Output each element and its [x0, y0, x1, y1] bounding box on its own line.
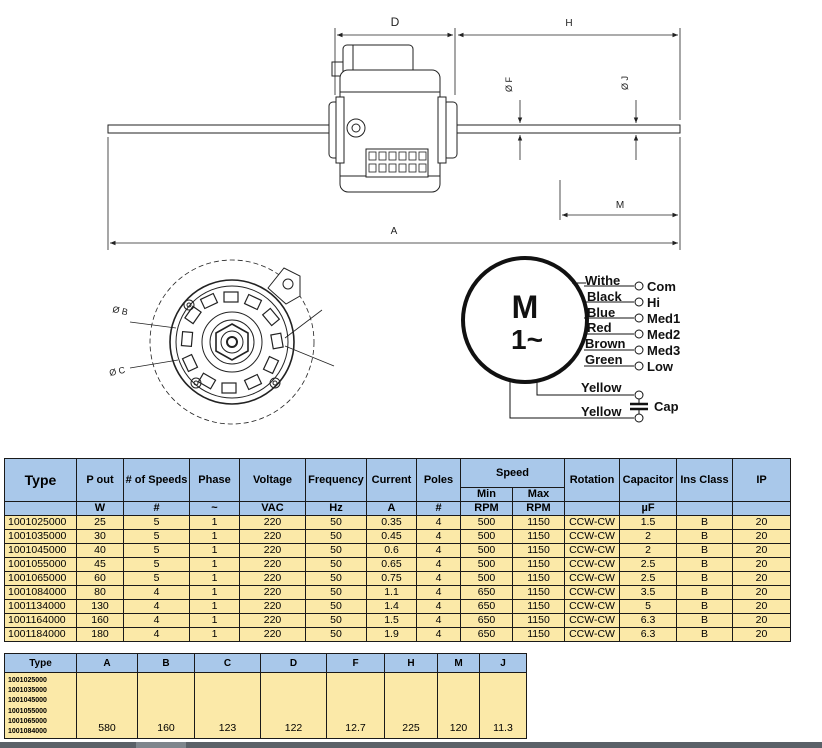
table-cell: 1 [190, 516, 240, 530]
header-ins-class: Ins Class [677, 459, 733, 502]
table-cell: 500 [461, 558, 513, 572]
dim-label-c: Ø C [108, 364, 127, 378]
header-poles: Poles [417, 459, 461, 502]
header-speed-min: Min [461, 488, 513, 502]
table-cell: 1150 [513, 628, 565, 642]
table-cell: 500 [461, 572, 513, 586]
dims-header-h: H [385, 654, 438, 673]
table-cell: 5 [124, 572, 190, 586]
spec-table [4, 458, 791, 642]
table-cell: B [677, 516, 733, 530]
table-cell: 0.65 [367, 558, 417, 572]
type-cell: 1001134000 [5, 600, 77, 614]
table-cell: 4 [417, 628, 461, 642]
dims-type: 1001025000 [8, 677, 47, 684]
table-cell: 20 [733, 628, 791, 642]
table-cell: 220 [240, 516, 306, 530]
table-cell: 5 [124, 530, 190, 544]
table-cell: 1 [190, 530, 240, 544]
dims-value-a: 580 [77, 673, 138, 739]
table-cell: CCW-CW [565, 572, 620, 586]
table-cell: 1150 [513, 614, 565, 628]
dim-label-m: M [615, 200, 625, 211]
table-row [5, 544, 791, 558]
table-cell: 4 [124, 628, 190, 642]
table-cell: 650 [461, 600, 513, 614]
header-voltage: Voltage [240, 459, 306, 502]
table-cell: 60 [77, 572, 124, 586]
table-cell: 2.5 [620, 558, 677, 572]
dims-type: 1001055000 [8, 707, 47, 715]
table-cell: 50 [306, 558, 367, 572]
motor-front-view [130, 260, 334, 424]
table-cell: 20 [733, 558, 791, 572]
dim-label-a: A [390, 226, 398, 237]
header-speed: Speed [461, 459, 565, 488]
terminal-med1: Med1 [647, 311, 681, 326]
terminal-med3: Med3 [647, 343, 681, 358]
table-cell: 220 [240, 628, 306, 642]
table-cell: 50 [306, 586, 367, 600]
dims-value-b: 160 [138, 673, 195, 739]
dim-label-b: Ø B [111, 304, 129, 318]
table-cell: 50 [306, 544, 367, 558]
dim-label-j: Ø J [620, 75, 630, 90]
table-cell: 5 [124, 558, 190, 572]
table-cell: 1150 [513, 586, 565, 600]
type-cell: 1001025000 [5, 516, 77, 530]
dim-label-f: Ø F [504, 77, 514, 92]
table-cell: 500 [461, 516, 513, 530]
table-cell: 6.3 [620, 614, 677, 628]
dims-header-f: F [327, 654, 385, 673]
dims-row [5, 673, 527, 739]
table-cell: 220 [240, 600, 306, 614]
unit-cell [733, 502, 791, 516]
horizontal-scrollbar[interactable] [0, 742, 822, 748]
table-cell: 0.35 [367, 516, 417, 530]
table-cell: 4 [124, 600, 190, 614]
table-row [5, 628, 791, 642]
type-cell: 1001084000 [5, 586, 77, 600]
table-cell: CCW-CW [565, 586, 620, 600]
table-cell: 650 [461, 628, 513, 642]
dims-header-m: M [438, 654, 480, 673]
type-cell: 1001035000 [5, 530, 77, 544]
type-cell: 1001164000 [5, 614, 77, 628]
dimensions-table [4, 653, 527, 739]
cap-label: Cap [654, 399, 679, 414]
dims-type: 1001084000 [8, 728, 47, 736]
type-cell: 1001065000 [5, 572, 77, 586]
table-cell: 5 [124, 544, 190, 558]
motor-side-view [108, 45, 680, 192]
table-cell: 1.9 [367, 628, 417, 642]
table-cell: 0.75 [367, 572, 417, 586]
table-cell: 5 [124, 516, 190, 530]
table-cell: 1 [190, 572, 240, 586]
header-speed-max: Max [513, 488, 565, 502]
dims-value-d: 122 [261, 673, 327, 739]
type-cell: 1001055000 [5, 558, 77, 572]
table-cell: 25 [77, 516, 124, 530]
unit-cell: # [417, 502, 461, 516]
table-cell: 1 [190, 544, 240, 558]
scrollbar-thumb[interactable] [136, 742, 186, 748]
table-cell: 20 [733, 586, 791, 600]
table-cell: 20 [733, 572, 791, 586]
table-cell: B [677, 530, 733, 544]
table-cell: 220 [240, 544, 306, 558]
dims-header-type: Type [5, 654, 77, 673]
table-cell: 1 [190, 558, 240, 572]
table-cell: 220 [240, 558, 306, 572]
table-row [5, 614, 791, 628]
dims-value-f: 12.7 [327, 673, 385, 739]
table-cell: 50 [306, 516, 367, 530]
table-cell: 30 [77, 530, 124, 544]
table-cell: 1 [190, 628, 240, 642]
table-cell: 220 [240, 572, 306, 586]
table-cell: B [677, 628, 733, 642]
terminal-hi: Hi [647, 295, 660, 310]
table-cell: 4 [417, 572, 461, 586]
wire-color-1: Withe [585, 273, 621, 288]
table-cell: 0.45 [367, 530, 417, 544]
table-cell: 1150 [513, 572, 565, 586]
table-cell: 5 [620, 600, 677, 614]
type-cell: 1001045000 [5, 544, 77, 558]
type-cell: 1001184000 [5, 628, 77, 642]
table-row [5, 558, 791, 572]
table-cell: CCW-CW [565, 558, 620, 572]
unit-cell: RPM [461, 502, 513, 516]
wire-color-6: Green [585, 352, 623, 367]
cap-wire-1: Yellow [581, 380, 622, 395]
table-cell: 45 [77, 558, 124, 572]
header-phase: Phase [190, 459, 240, 502]
table-cell: 1.5 [620, 516, 677, 530]
table-cell: 4 [417, 516, 461, 530]
units-row [5, 502, 791, 516]
dim-label-h: H [565, 18, 573, 29]
table-cell: 4 [417, 530, 461, 544]
unit-cell: µF [620, 502, 677, 516]
header-ip: IP [733, 459, 791, 502]
table-cell: 2 [620, 530, 677, 544]
spec-table-body [5, 516, 791, 642]
table-row [5, 586, 791, 600]
dims-header-j: J [480, 654, 527, 673]
table-cell: 20 [733, 614, 791, 628]
header-current: Current [367, 459, 417, 502]
table-cell: B [677, 586, 733, 600]
header-speeds: # of Speeds [124, 459, 190, 502]
header-frequency: Frequency [306, 459, 367, 502]
dims-header-d: D [261, 654, 327, 673]
table-cell: 50 [306, 572, 367, 586]
cap-wire-2: Yellow [581, 404, 622, 419]
table-cell: 50 [306, 530, 367, 544]
unit-cell: # [124, 502, 190, 516]
table-cell: 0.6 [367, 544, 417, 558]
dims-value-h: 225 [385, 673, 438, 739]
table-cell: 1.5 [367, 614, 417, 628]
motor-symbol-phase: 1~ [511, 324, 543, 355]
table-cell: 4 [124, 614, 190, 628]
table-cell: 650 [461, 614, 513, 628]
dims-type: 1001035000 [8, 687, 47, 695]
table-cell: CCW-CW [565, 600, 620, 614]
table-cell: 20 [733, 544, 791, 558]
unit-cell [565, 502, 620, 516]
dims-type-list [5, 673, 77, 739]
table-cell: B [677, 614, 733, 628]
table-row [5, 516, 791, 530]
table-cell: 2 [620, 544, 677, 558]
table-cell: CCW-CW [565, 544, 620, 558]
terminal-med2: Med2 [647, 327, 681, 342]
table-cell: 4 [417, 586, 461, 600]
header-rotation: Rotation [565, 459, 620, 502]
table-row [5, 530, 791, 544]
table-cell: 50 [306, 628, 367, 642]
table-cell: 4 [124, 586, 190, 600]
table-cell: 1.4 [367, 600, 417, 614]
table-cell: CCW-CW [565, 628, 620, 642]
unit-cell: RPM [513, 502, 565, 516]
table-cell: CCW-CW [565, 530, 620, 544]
table-cell: 40 [77, 544, 124, 558]
unit-cell: ~ [190, 502, 240, 516]
dims-value-c: 123 [195, 673, 261, 739]
table-cell: 50 [306, 614, 367, 628]
terminal-low: Low [647, 359, 673, 374]
table-cell: 500 [461, 544, 513, 558]
table-cell: B [677, 544, 733, 558]
table-cell: B [677, 600, 733, 614]
dims-header-b: B [138, 654, 195, 673]
wire-color-4: Red [587, 320, 612, 335]
table-cell: 1.1 [367, 586, 417, 600]
table-cell: 1 [190, 614, 240, 628]
dims-value-m: 120 [438, 673, 480, 739]
table-cell: 500 [461, 530, 513, 544]
table-cell: 4 [417, 558, 461, 572]
dims-header-c: C [195, 654, 261, 673]
table-row [5, 600, 791, 614]
table-cell: 130 [77, 600, 124, 614]
table-cell: 650 [461, 586, 513, 600]
table-cell: 6.3 [620, 628, 677, 642]
header-type: Type [5, 459, 77, 502]
table-cell: B [677, 558, 733, 572]
table-cell: 220 [240, 614, 306, 628]
table-cell: 1 [190, 600, 240, 614]
table-cell: B [677, 572, 733, 586]
table-cell: 20 [733, 600, 791, 614]
table-cell: 1150 [513, 530, 565, 544]
header-capacitor: Capacitor [620, 459, 677, 502]
table-cell: 220 [240, 530, 306, 544]
table-cell: 2.5 [620, 572, 677, 586]
unit-cell: W [77, 502, 124, 516]
dims-value-j: 11.3 [480, 673, 527, 739]
table-cell: 4 [417, 544, 461, 558]
table-cell: 3.5 [620, 586, 677, 600]
table-row [5, 572, 791, 586]
table-cell: 4 [417, 600, 461, 614]
table-cell: 1150 [513, 558, 565, 572]
table-cell: 180 [77, 628, 124, 642]
table-cell: CCW-CW [565, 516, 620, 530]
table-cell: 80 [77, 586, 124, 600]
table-cell: 1150 [513, 544, 565, 558]
table-cell: 1150 [513, 516, 565, 530]
terminal-com: Com [647, 279, 676, 294]
unit-cell: VAC [240, 502, 306, 516]
table-cell: 160 [77, 614, 124, 628]
wire-color-2: Black [587, 289, 622, 304]
table-cell: 20 [733, 530, 791, 544]
unit-cell: A [367, 502, 417, 516]
unit-cell [677, 502, 733, 516]
motor-symbol-m: M [511, 289, 539, 325]
dim-label-d: D [390, 15, 400, 29]
table-cell: 1150 [513, 600, 565, 614]
table-cell: 220 [240, 586, 306, 600]
table-cell: 1 [190, 586, 240, 600]
unit-cell: Hz [306, 502, 367, 516]
dims-header-a: A [77, 654, 138, 673]
dims-type: 1001065000 [8, 717, 47, 725]
table-cell: 4 [417, 614, 461, 628]
wire-color-5: Brown [585, 336, 626, 351]
table-cell: CCW-CW [565, 614, 620, 628]
table-cell: 50 [306, 600, 367, 614]
wire-color-3: Blue [587, 305, 616, 320]
dims-type: 1001045000 [8, 697, 47, 705]
header-pout: P out [77, 459, 124, 502]
table-cell: 20 [733, 516, 791, 530]
